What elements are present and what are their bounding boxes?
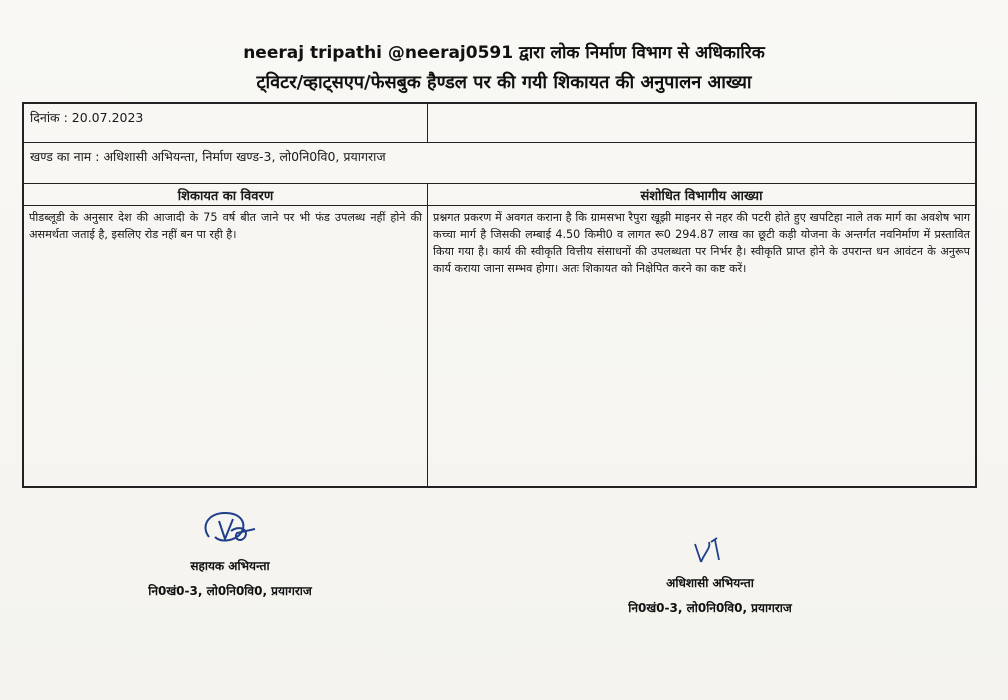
date-row [24, 104, 975, 143]
complaint-header: शिकायत का विवरण [24, 184, 428, 205]
heading-line-1: neeraj tripathi @neeraj0591 द्वारा लोक निर्माण विभाग से अधिकारिक [243, 43, 765, 63]
handwritten-signature-right [685, 530, 735, 570]
division-row [24, 143, 975, 184]
handwritten-signature-left [195, 507, 265, 553]
signature-mark-left [130, 505, 330, 553]
heading-line-2: ट्विटर/व्हाट्सएप/फेसबुक हैण्डल पर की गयी शिकायत की अनुपालन आख्या [256, 72, 752, 93]
assistant-engineer-office: नि0खं0-3, लो0नि0वि0, प्रयागराज [148, 584, 312, 598]
executive-engineer-office: नि0खं0-3, लो0नि0वि0, प्रयागराज [628, 601, 792, 615]
assistant-engineer-signature-block [130, 505, 330, 599]
date-cell [24, 104, 428, 142]
column-header-row [24, 184, 975, 206]
compliance-table [22, 102, 977, 488]
date-label: दिनांक : 20.07.2023 [30, 110, 144, 125]
signature-mark-right [600, 522, 820, 570]
date-empty-cell [428, 104, 975, 142]
division-label: खण्ड का नाम : अधिशासी अभियन्ता, निर्माण खण्ड-3, लो0नि0वि0, प्रयागराज [30, 149, 386, 164]
assistant-engineer-title: सहायक अभियन्ता [190, 559, 270, 573]
division-cell [24, 143, 975, 183]
reply-text: प्रश्नगत प्रकरण में अवगत कराना है कि ग्रामसभा रैपुरा खूझी माइनर से नहर की पटरी होते हुए खपटिहा नाले तक मार्ग का अवशेष भाग कच्चा मार्ग है जिसकी लम्बाई 4.50 किमी0 व लागत रू0 294.87 लाख का छूटी कड़ी योजना के अन्तर्गत नवनिर्माण में प्रस्तावित किया गया है। कार्य की स्वीकृति वित्तीय संसाधनों की उपलब्धता पर निर्भर है। स्वीकृति प्राप्त होने के उपरान्त धन आवंटन के अनुरूप कार्य कराया जाना सम्भव होगा। अतः शिकायत को निक्षेपित करने का कष्ट करें। [433, 211, 970, 275]
reply-header: संशोधित विभागीय आख्या [640, 189, 763, 204]
executive-engineer-title: अधिशासी अभियन्ता [666, 576, 754, 590]
complaint-text: पीडब्लूडी के अनुसार देश की आजादी के 75 वर्ष बीत जाने पर भी फंड उपलब्ध नहीं होने की असमर्थता जताई है, इसलिए रोड नहीं बन पा रही है। [24, 206, 428, 486]
executive-engineer-signature-block [600, 522, 820, 616]
content-row [24, 206, 975, 486]
